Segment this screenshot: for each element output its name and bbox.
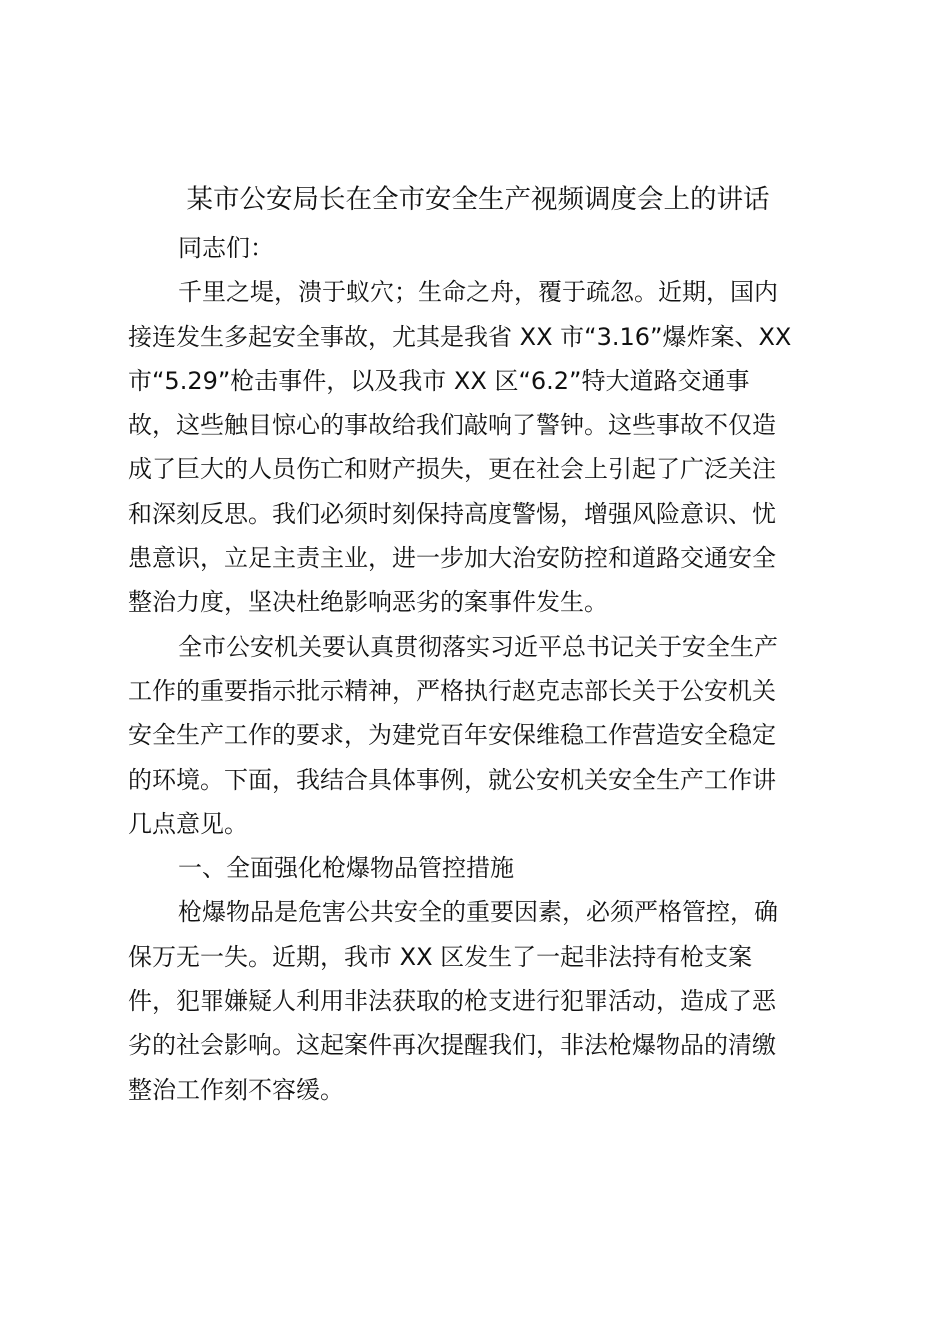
text-line: 劣的社会影响。这起案件再次提醒我们，非法枪爆物品的清缴: [128, 1031, 776, 1060]
text-line: 患意识，立足主责主业，进一步加大治安防控和道路交通安全: [128, 544, 776, 573]
text-line: 的环境。下面，我结合具体事例，就公安机关安全生产工作讲: [128, 765, 776, 794]
text-line: 整治力度，坚决杜绝影响恶劣的案事件发生。: [128, 588, 608, 617]
text-line: 和深刻反思。我们必须时刻保持高度警惕，增强风险意识、忧: [128, 499, 776, 528]
text-line: 千里之堤，溃于蚁穴；生命之舟，覆于疏忽。近期，国内: [178, 278, 778, 307]
text-line: 几点意见。: [128, 809, 248, 838]
section-heading-1: [128, 846, 828, 890]
text-line: 接连发生多起安全事故，尤其是我省 XX 市“3.16”爆炸案、XX: [128, 322, 792, 351]
text-line: 全市公安机关要认真贯彻落实习近平总书记关于安全生产: [178, 632, 778, 661]
text-line: 故，这些触目惊心的事故给我们敲响了警钟。这些事故不仅造: [128, 411, 776, 440]
text-line: 工作的重要指示批示精神，严格执行赵克志部长关于公安机关: [128, 676, 776, 705]
text-line: 市“5.29”枪击事件，以及我市 XX 区“6.2”特大道路交通事: [128, 366, 750, 395]
text-line: 保万无一失。近期，我市 XX 区发生了一起非法持有枪支案: [128, 942, 753, 971]
text-line: 成了巨大的人员伤亡和财产损失，更在社会上引起了广泛关注: [128, 455, 776, 484]
document-body: [128, 226, 828, 1112]
text-line: 整治工作刻不容缓。: [128, 1075, 344, 1104]
paragraph-1: [128, 270, 828, 624]
text-line: 安全生产工作的要求，为建党百年安保维稳工作营造安全稳定: [128, 721, 776, 750]
section-heading-text: 一、全面强化枪爆物品管控措施: [178, 854, 514, 883]
paragraph-2: [128, 625, 828, 846]
document-title: 某市公安局长在全市安全生产视频调度会上的讲话: [186, 184, 770, 215]
paragraph-3: [128, 890, 828, 1111]
text-line: 件，犯罪嫌疑人利用非法获取的枪支进行犯罪活动，造成了恶: [128, 987, 776, 1016]
salutation: 同志们：: [178, 234, 274, 262]
text-line: 枪爆物品是危害公共安全的重要因素，必须严格管控，确: [178, 898, 778, 927]
